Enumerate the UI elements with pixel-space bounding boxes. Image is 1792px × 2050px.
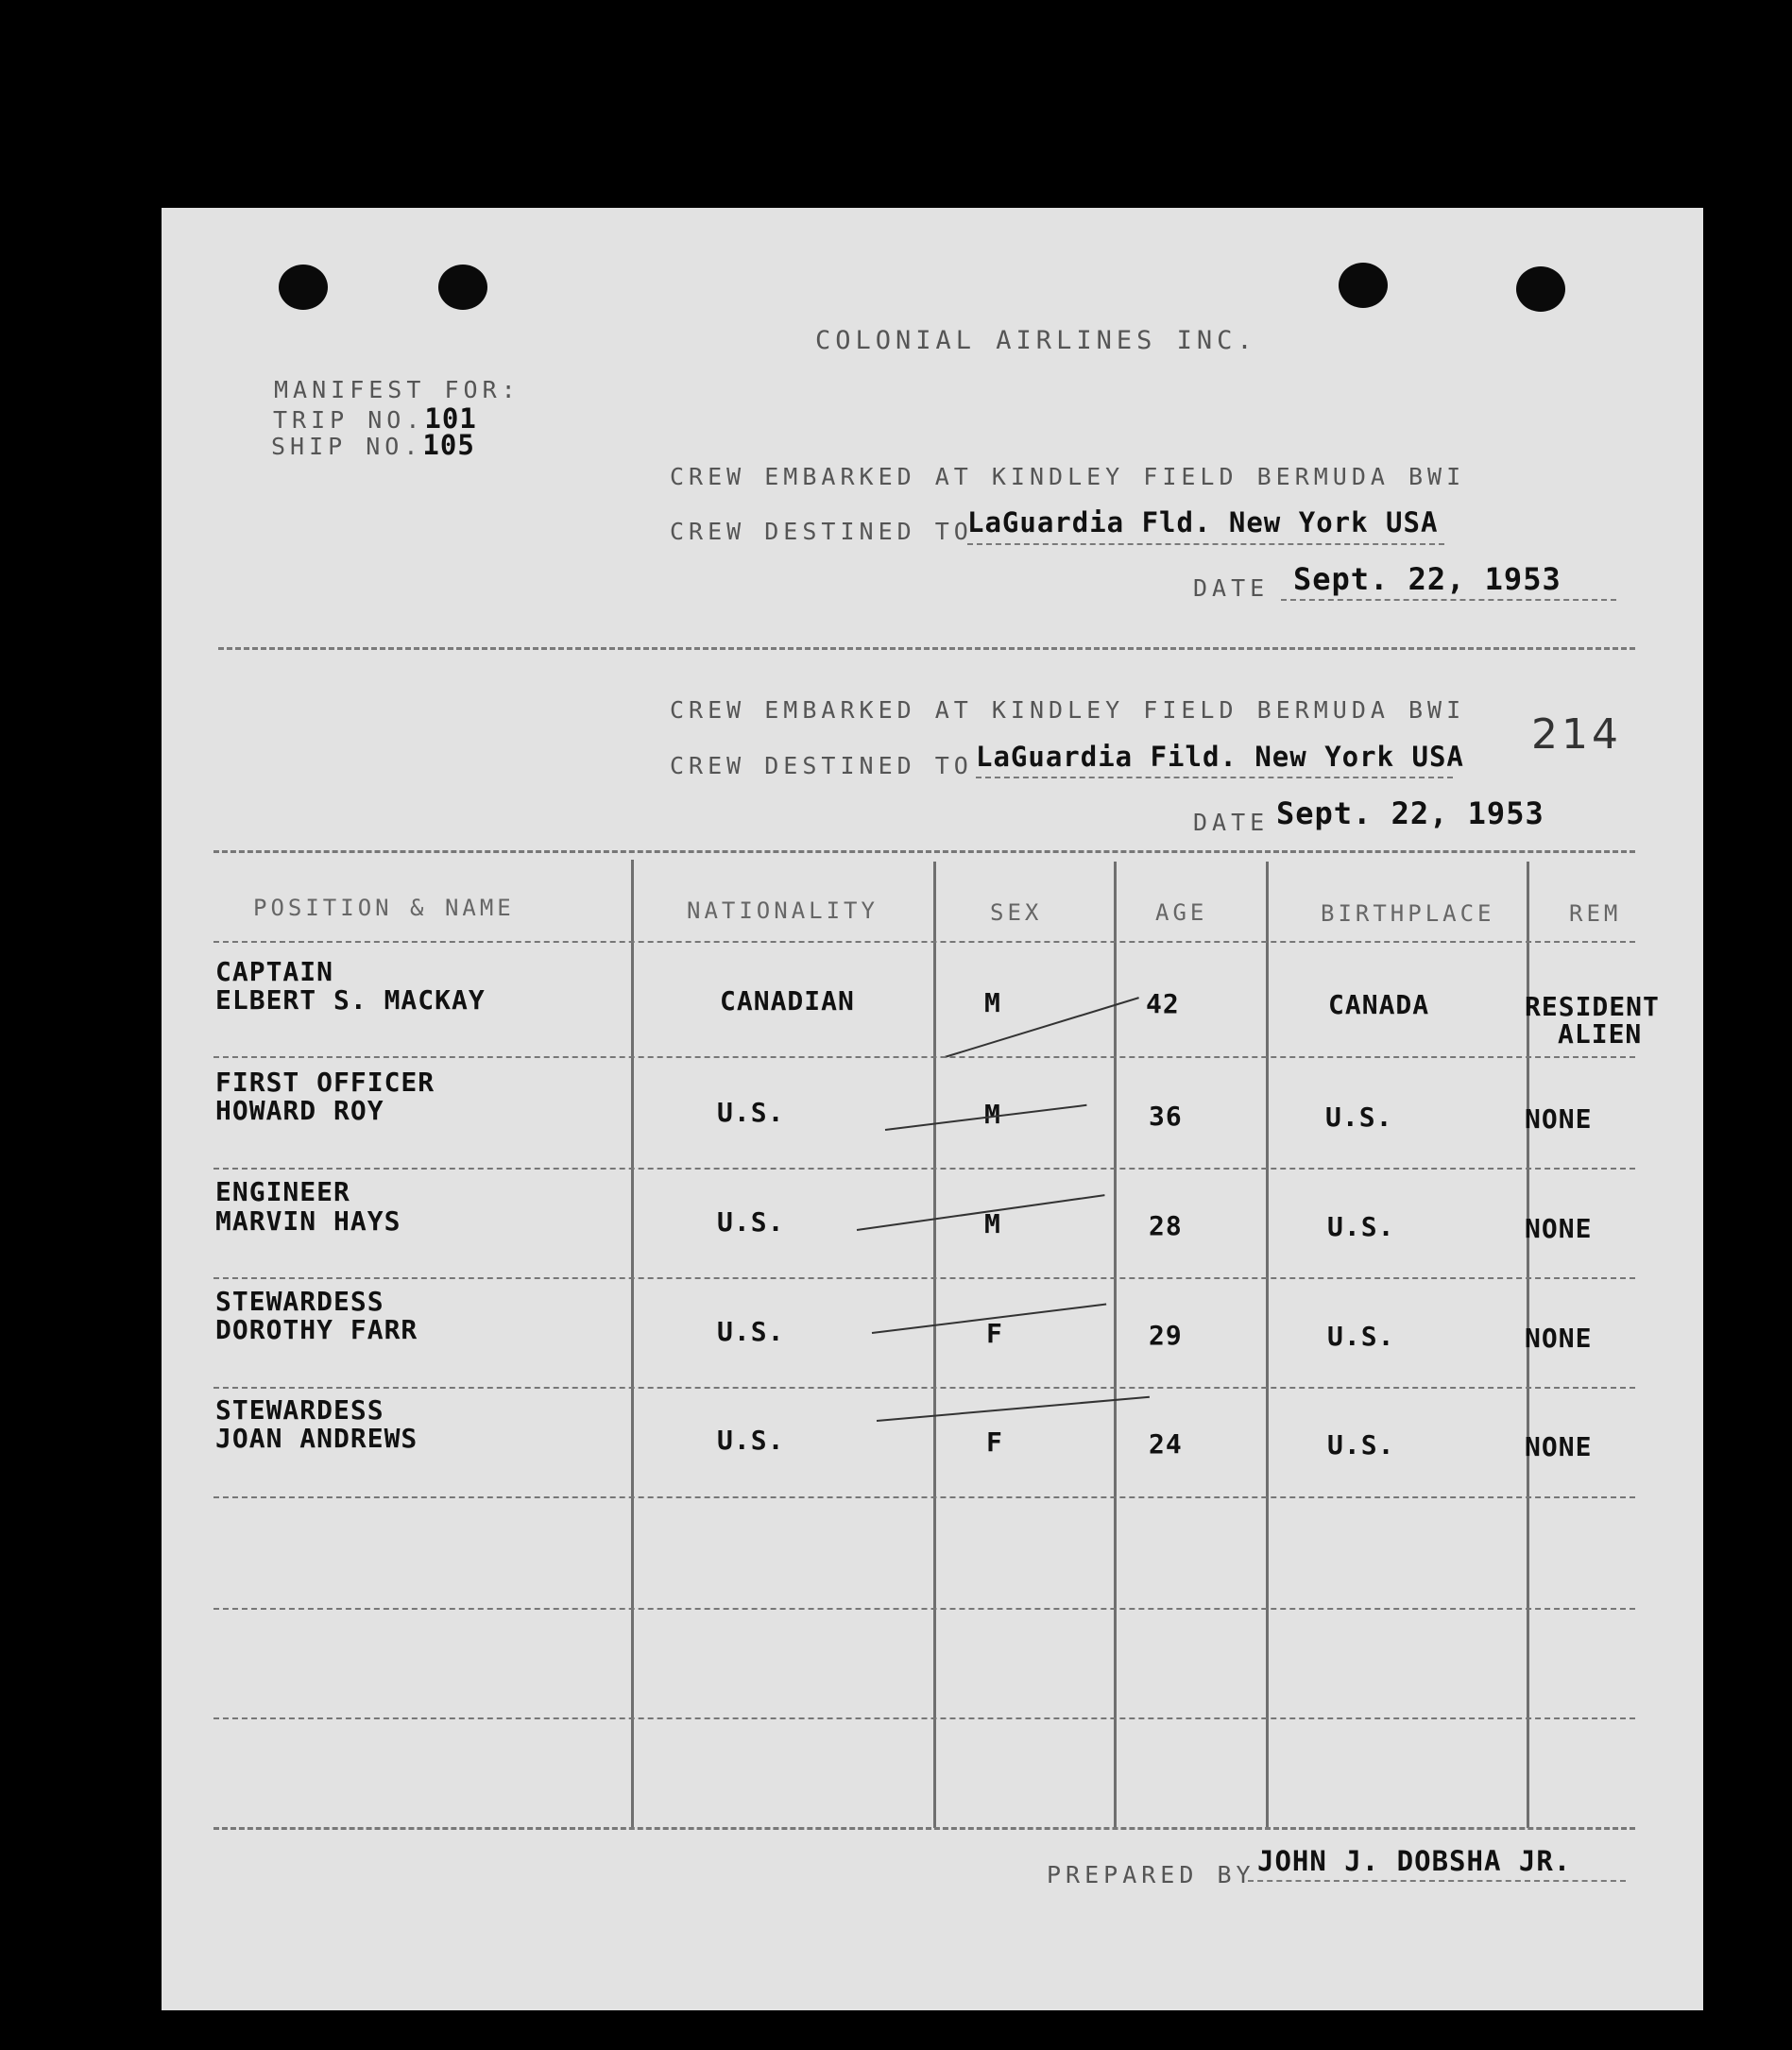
embarked-line: CREW EMBARKED AT KINDLEY FIELD BERMUDA BWI [670,463,1466,490]
crew-name: DOROTHY FARR [215,1314,418,1345]
crew-position: FIRST OFFICER [215,1067,435,1098]
date-value: Sept. 22, 1953 [1276,795,1545,831]
date-underline [1281,599,1616,601]
table-bottom-border [213,1827,1635,1830]
crew-position: STEWARDESS [215,1286,384,1317]
punch-hole [1339,263,1388,308]
check-mark [857,1194,1105,1231]
crew-remarks: NONE [1525,1213,1593,1244]
destined-underline [976,777,1453,778]
ship-line [271,429,475,461]
crew-name: HOWARD ROY [215,1095,384,1126]
crew-age: 28 [1149,1210,1183,1241]
column-divider [631,860,634,1828]
trip-number: 101 [424,402,477,435]
crew-remarks: NONE [1525,1431,1593,1462]
check-mark [877,1396,1150,1422]
destined-label: CREW DESTINED TO [670,752,973,779]
punch-hole [1516,266,1565,312]
crew-name: JOAN ANDREWS [215,1423,418,1454]
header-birthplace: BIRTHPLACE [1321,900,1495,927]
row-rule [213,1277,1635,1279]
crew-sex: F [986,1318,1003,1349]
crew-nationality: U.S. [717,1425,785,1456]
punch-hole [279,265,328,310]
column-divider [1114,862,1117,1828]
crew-birthplace: CANADA [1328,989,1430,1020]
row-rule [213,1168,1635,1170]
crew-sex: M [984,1208,1001,1239]
ship-number: 105 [422,429,475,461]
table-top-border [213,850,1635,853]
row-rule [213,1717,1635,1719]
date-label: DATE [1193,574,1270,602]
crew-name: ELBERT S. MACKAY [215,984,486,1016]
crew-birthplace: U.S. [1327,1211,1395,1242]
ship-label: SHIP NO. [271,433,423,460]
trip-label: TRIP NO. [273,406,425,434]
row-rule [213,1608,1635,1610]
destined-value: LaGuardia Fild. New York USA [976,741,1464,773]
prepared-by-value: JOHN J. DOBSHA JR. [1257,1845,1572,1877]
crew-sex: M [984,987,1001,1018]
crew-nationality: U.S. [717,1206,785,1238]
crew-age: 42 [1146,988,1180,1019]
manifest-label: MANIFEST FOR: [274,376,521,403]
header-rule [213,941,1635,943]
check-mark [945,997,1139,1058]
date-label: DATE [1193,809,1270,836]
company-name: COLONIAL AIRLINES INC. [815,326,1257,355]
header-position-name: POSITION & NAME [253,895,515,921]
header-age: AGE [1155,899,1208,926]
crew-remarks: NONE [1525,1103,1593,1135]
crew-position: ENGINEER [215,1176,350,1207]
prepared-underline [1248,1880,1626,1882]
punch-hole [438,265,487,310]
crew-remarks: NONE [1525,1323,1593,1354]
manifest-sheet [162,208,1703,2010]
crew-age: 29 [1149,1320,1183,1351]
crew-age: 36 [1149,1101,1183,1132]
crew-remarks: RESIDENT [1525,991,1660,1022]
crew-position: STEWARDESS [215,1394,384,1426]
column-divider [933,862,936,1828]
destined-label: CREW DESTINED TO [670,518,973,545]
crew-age: 24 [1149,1428,1183,1460]
crew-nationality: CANADIAN [720,985,855,1016]
crew-name: MARVIN HAYS [215,1205,401,1237]
crew-position: CAPTAIN [215,956,334,987]
row-rule [213,1056,1635,1058]
crew-birthplace: U.S. [1327,1321,1395,1352]
row-rule [213,1387,1635,1389]
header-remarks: REM [1569,900,1622,927]
crew-nationality: U.S. [717,1316,785,1347]
crew-nationality: U.S. [717,1097,785,1128]
column-divider [1266,862,1269,1828]
crew-remarks: ALIEN [1558,1018,1643,1050]
section-divider [218,647,1635,650]
header-sex: SEX [990,899,1043,926]
handwritten-number: 214 [1531,710,1622,759]
destined-underline [967,543,1444,545]
embarked-line: CREW EMBARKED AT KINDLEY FIELD BERMUDA BWI [670,696,1466,724]
date-value: Sept. 22, 1953 [1293,561,1562,597]
row-rule [213,1496,1635,1498]
prepared-by-label: PREPARED BY [1047,1861,1255,1888]
crew-birthplace: U.S. [1327,1429,1395,1461]
crew-sex: M [984,1099,1001,1130]
crew-sex: F [986,1426,1003,1458]
destined-value: LaGuardia Fld. New York USA [967,506,1439,538]
header-nationality: NATIONALITY [687,897,879,924]
crew-birthplace: U.S. [1325,1102,1393,1133]
